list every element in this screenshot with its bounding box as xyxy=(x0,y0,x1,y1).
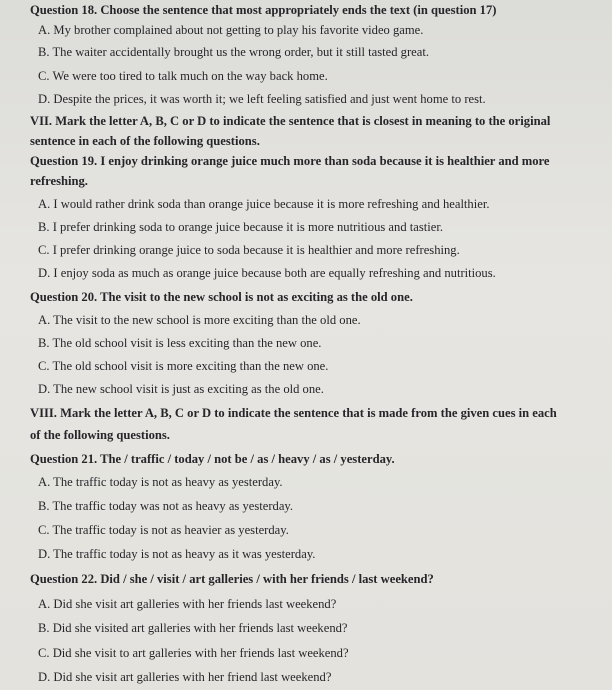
question-21-title: Question 21. The / traffic / today / not be / as / heavy / as / yesterday. xyxy=(30,452,395,466)
q22-option-a: A. Did she visit art galleries with her friends last weekend? xyxy=(38,597,337,611)
section-8-instruction-line2: of the following questions. xyxy=(30,428,170,442)
q19-option-d: D. I enjoy soda as much as orange juice because both are equally refreshing and nutritious. xyxy=(38,266,496,280)
q20-option-d: D. The new school visit is just as exciting as the old one. xyxy=(38,382,324,396)
q20-option-b: B. The old school visit is less exciting than the new one. xyxy=(38,336,322,350)
q18-option-a: A. My brother complained about not getting to play his favorite video game. xyxy=(38,23,424,37)
question-22-title: Question 22. Did / she / visit / art galleries / with her friends / last weekend? xyxy=(30,572,434,586)
question-19-title-line1: Question 19. I enjoy drinking orange juice much more than soda because it is healthier and more xyxy=(30,154,550,168)
section-7-instruction-line2: sentence in each of the following questions. xyxy=(30,134,260,148)
section-8-instruction-line1: VIII. Mark the letter A, B, C or D to indicate the sentence that is made from the given cues in each xyxy=(30,406,557,420)
q19-option-c: C. I prefer drinking orange juice to soda because it is healthier and more refreshing. xyxy=(38,243,460,257)
question-18-title: Question 18. Choose the sentence that most appropriately ends the text (in question 17) xyxy=(30,3,497,17)
q18-option-d: D. Despite the prices, it was worth it; we left feeling satisfied and just went home to rest. xyxy=(38,92,486,106)
section-7-instruction-line1: VII. Mark the letter A, B, C or D to indicate the sentence that is closest in meaning to the original xyxy=(30,114,551,128)
q21-option-c: C. The traffic today is not as heavier as yesterday. xyxy=(38,523,289,537)
q21-option-d: D. The traffic today is not as heavy as it was yesterday. xyxy=(38,547,316,561)
q22-option-c: C. Did she visit to art galleries with her friends last weekend? xyxy=(38,646,349,660)
question-19-title-line2: refreshing. xyxy=(30,174,88,188)
q22-option-b: B. Did she visited art galleries with her friends last weekend? xyxy=(38,621,348,635)
q20-option-c: C. The old school visit is more exciting than the new one. xyxy=(38,359,329,373)
q21-option-a: A. The traffic today is not as heavy as yesterday. xyxy=(38,475,283,489)
q19-option-a: A. I would rather drink soda than orange juice because it is more refreshing and healthier. xyxy=(38,197,490,211)
q19-option-b: B. I prefer drinking soda to orange juice because it is more nutritious and tastier. xyxy=(38,220,443,234)
q20-option-a: A. The visit to the new school is more exciting than the old one. xyxy=(38,313,361,327)
question-20-title: Question 20. The visit to the new school is not as exciting as the old one. xyxy=(30,290,413,304)
q18-option-c: C. We were too tired to talk much on the way back home. xyxy=(38,69,328,83)
q21-option-b: B. The traffic today was not as heavy as yesterday. xyxy=(38,499,294,513)
q18-option-b: B. The waiter accidentally brought us the wrong order, but it still tasted great. xyxy=(38,45,429,59)
q22-option-d: D. Did she visit art galleries with her friend last weekend? xyxy=(38,670,332,684)
